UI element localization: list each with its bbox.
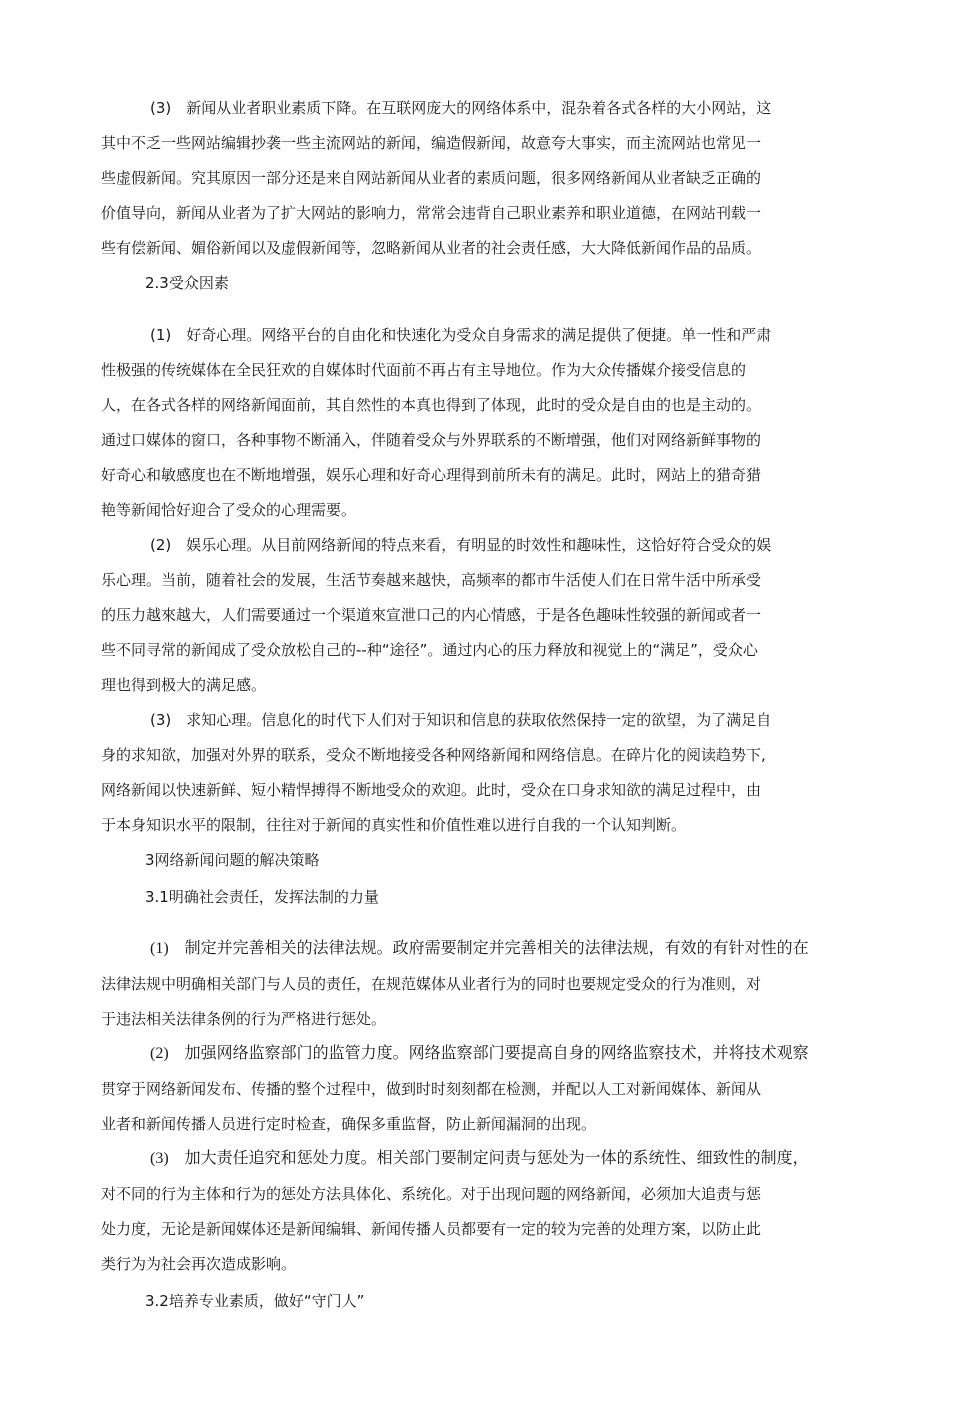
paragraph-line: 贯穿于网络新闻发布、传播的整个过程中，做到时时刻刻都在检测，并配以人工对新闻媒体、新闻从 bbox=[101, 1080, 762, 1098]
paragraph-line: 的压力越來越大，人们需要通过一个渠道來宣泄口己的内心情感，于是各色趣味性较强的新闻或者一 bbox=[101, 606, 762, 624]
paragraph-line: 好奇心和敏感度也在不断地增强，娱乐心理和好奇心理得到前所未有的满足。此时，网站上的猎奇猎 bbox=[101, 466, 762, 484]
paragraph-line: 人，在各式各样的网络新闻面前，其自然性的本真也得到了体现，此时的受众是自由的也是主动的。 bbox=[101, 396, 762, 414]
subsection-heading: 3.2培养专业素质，做好“守门人” bbox=[145, 1292, 365, 1310]
paragraph-line: (3) 新闻从业者职业素质下降。在互联网庞大的网络体系中，混杂着各式各样的大小网站，这 bbox=[150, 99, 772, 117]
paragraph-line: (1) 好奇心理。网络平台的自由化和快速化为受众自身需求的满足提供了便捷。单一性和严肃 bbox=[150, 326, 772, 344]
paragraph-line: 性极强的传统媒体在全民狂欢的自媒体时代面前不再占有主导地位。作为大众传播媒介接受信息的 bbox=[101, 361, 747, 379]
subsection-heading: 3.1明确社会责任，发挥法制的力量 bbox=[145, 888, 379, 906]
paragraph-line: 乐心理。当前，随着社会的发展，生活节奏越来越快，高频率的都市牛活使人们在日常牛活中所承受 bbox=[101, 571, 762, 589]
paragraph-line: (3) 求知心理。信息化的时代下人们对于知识和信息的获取依然保持一定的欲望，为了满足自 bbox=[150, 711, 772, 729]
paragraph-line: 艳等新闻恰好迎合了受众的心理需要。 bbox=[101, 501, 357, 519]
paragraph-line: 网络新闻以快速新鲜、短小精悍搏得不断地受众的欢迎。此时，受众在口身求知欲的满足过程中，由 bbox=[101, 781, 762, 799]
paragraph-line: 身的求知欲，加强对外界的联系，受众不断地接受各种网络新闻和网络信息。在碎片化的阅读趋势下, bbox=[101, 746, 766, 764]
paragraph-line: 其中不乏一些网站编辑抄袭一些主流网站的新闻，编造假新闻，故意夸大事实，而主流网站也常见一 bbox=[101, 134, 762, 152]
section-heading: 2.3受众因素 bbox=[145, 274, 229, 292]
paragraph-line: 类行为为社会再次造成影响。 bbox=[101, 1255, 297, 1273]
paragraph-line: 法律法规中明确相关部门与人员的责任，在规范媒体从业者行为的同时也要规定受众的行为准则，对 bbox=[101, 975, 762, 993]
paragraph-line: (2) 加强网络监察部门的监管力度。网络监察部门要提高自身的网络监察技术，并将技术观察 bbox=[150, 1045, 809, 1062]
paragraph-line: 业者和新闻传播人员进行定时检查，确保多重监督，防止新闻漏洞的出现。 bbox=[101, 1115, 597, 1133]
paragraph-line: (1) 制定并完善相关的法律法规。政府需要制定并完善相关的法律法规，有效的有针对性的在 bbox=[150, 940, 809, 957]
paragraph-line: 些虚假新闻。究其原因一部分还是来自网站新闻从业者的素质问题，很多网络新闻从业者缺乏正确的 bbox=[101, 169, 762, 187]
paragraph-line: 通过口媒体的窗口，各种事物不断涌入，伴随着受众与外界联系的不断增强，他们对网络新鲜事物的 bbox=[101, 431, 762, 449]
paragraph-line: 理也得到极大的满足感。 bbox=[101, 676, 267, 694]
paragraph-line: 些不同寻常的新闻成了受众放松自己的--种“途径”。通过内心的压力释放和视觉上的“满足”，受众心 bbox=[101, 641, 758, 659]
section-heading: 3网络新闻问题的解决策略 bbox=[145, 851, 320, 869]
paragraph-line: (2) 娱乐心理。从目前网络新闻的特点来看，有明显的时效性和趣味性，这恰好符合受众的娱 bbox=[150, 536, 772, 554]
paragraph-line: 于违法相关法律条例的行为严格进行惩处。 bbox=[101, 1010, 387, 1028]
paragraph-line: 些有偿新闻、媚俗新闻以及虚假新闻等，忽略新闻从业者的社会责任感，大大降低新闻作品的品质。 bbox=[101, 239, 762, 257]
paragraph-line: 价值导向，新闻从业者为了扩大网站的影响力，常常会违背自己职业素养和职业道德，在网站刊载一 bbox=[101, 204, 762, 222]
paragraph-line: 于本身知识水平的限制，往往对于新闻的真实性和价值性难以进行自我的一个认知判断。 bbox=[101, 816, 687, 834]
paragraph-line: 处力度，无论是新闻媒体还是新闻编辑、新闻传播人员都要有一定的较为完善的处理方案，以防止此 bbox=[101, 1220, 762, 1238]
paragraph-line: (3) 加大责任追究和惩处力度。相关部门要制定问责与惩处为一体的系统性、细致性的制度， bbox=[150, 1150, 809, 1167]
paragraph-line: 对不同的行为主体和行为的惩处方法具体化、系统化。对于出现问题的网络新闻，必须加大追责与惩 bbox=[101, 1185, 762, 1203]
